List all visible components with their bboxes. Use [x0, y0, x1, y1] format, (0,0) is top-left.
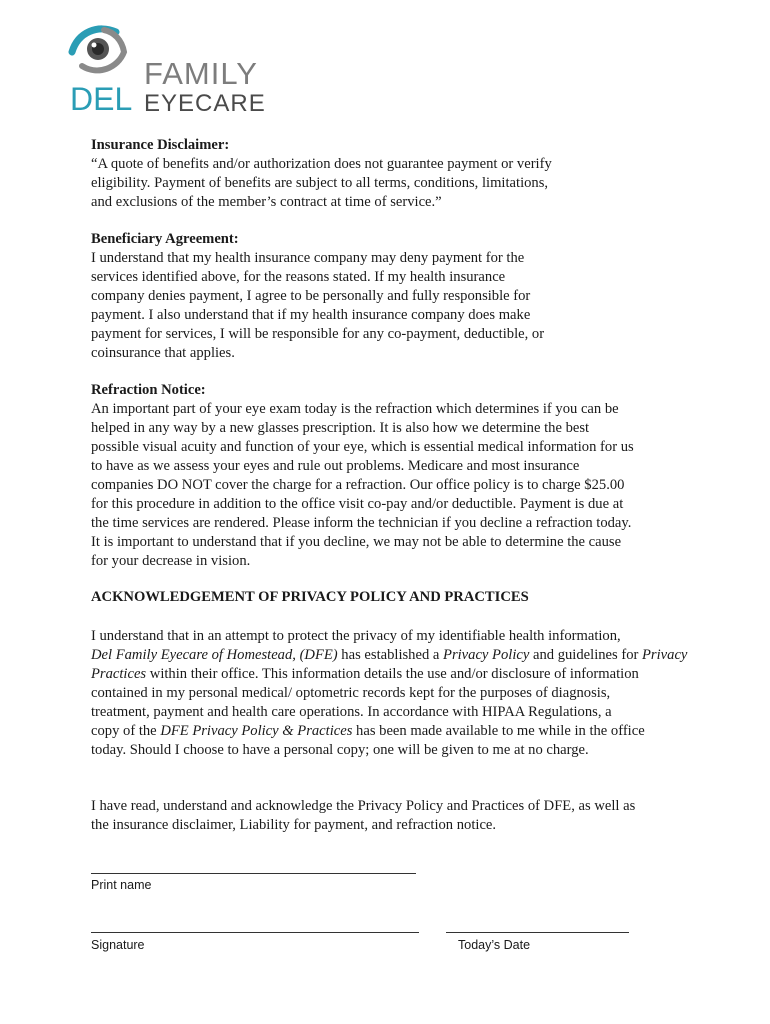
privacy-line: I understand that in an attempt to protect the privacy of my identifiable health information, [91, 628, 621, 644]
beneficiary-line: I understand that my health insurance company may deny payment for the [91, 250, 525, 266]
privacy-text: copy of the [91, 723, 161, 739]
refraction-line: It is important to understand that if you decline, we may not be able to determine the cause [91, 534, 622, 550]
insurance-line: “A quote of benefits and/or authorization does not guarantee payment or verify [91, 156, 552, 172]
privacy-italic-text: DFE Privacy Policy & Practices [160, 723, 353, 739]
privacy-line [91, 665, 691, 684]
acknowledge-section [91, 797, 691, 835]
refraction-line: to have as we assess your eyes and rule out problems. Medicare and most insurance [91, 458, 580, 474]
refraction-notice-heading: Refraction Notice: [91, 382, 206, 398]
beneficiary-line: coinsurance that applies. [91, 345, 235, 361]
privacy-line: today. Should I choose to have a personal copy; one will be given to me at no charge. [91, 742, 589, 758]
logo-eyecare-text: EYECARE [144, 90, 266, 117]
privacy-italic-text: Del Family Eyecare of Homestead, (DFE) [91, 647, 338, 663]
refraction-line: helped in any way by a new glasses prescription. It is also how we determine the best [91, 420, 590, 436]
insurance-disclaimer-heading: Insurance Disclaimer: [91, 137, 230, 153]
privacy-line: contained in my personal medical/ optometric records kept for the purposes of diagnosis, [91, 685, 611, 701]
privacy-policy-heading: ACKNOWLEDGEMENT OF PRIVACY POLICY AND PRACTICES [91, 589, 529, 605]
privacy-line [91, 646, 691, 665]
refraction-line: for your decrease in vision. [91, 553, 251, 569]
refraction-notice-section [91, 381, 691, 571]
privacy-italic-text: Practices [91, 666, 147, 682]
date-line[interactable] [446, 932, 629, 933]
signature-line[interactable] [91, 932, 419, 933]
date-label: Today’s Date [458, 938, 531, 952]
beneficiary-agreement-heading: Beneficiary Agreement: [91, 231, 239, 247]
privacy-text: within their office. This information details the use and/or disclosure of information [146, 666, 639, 682]
logo-family-text: FAMILY [144, 56, 258, 91]
print-name-label: Print name [91, 878, 152, 892]
beneficiary-line: payment. I also understand that if my health insurance company does make [91, 307, 531, 323]
beneficiary-line: payment for services, I will be responsible for any co-payment, deductible, or [91, 326, 545, 342]
beneficiary-line: services identified above, for the reasons stated. If my health insurance [91, 269, 506, 285]
refraction-line: for this procedure in addition to the office visit co-pay and/or deductible. Payment is due at [91, 496, 624, 512]
refraction-line: An important part of your eye exam today is the refraction which determines if you can be [91, 401, 619, 417]
acknowledge-line: I have read, understand and acknowledge the Privacy Policy and Practices of DFE, as well as [91, 798, 636, 814]
privacy-text: has established a [337, 647, 444, 663]
logo-del-text: DEL [70, 81, 133, 117]
refraction-line: possible visual acuity and function of your eye, which is essential medical information for us [91, 439, 634, 455]
insurance-line: eligibility. Payment of benefits are subject to all terms, conditions, limitations, [91, 175, 549, 191]
eye-logo-icon [68, 22, 128, 78]
beneficiary-agreement-section [91, 230, 691, 363]
insurance-line: and exclusions of the member’s contract at time of service.” [91, 194, 442, 210]
privacy-text: has been made available to me while in the office [352, 723, 645, 739]
privacy-text: and guidelines for [529, 647, 643, 663]
beneficiary-line: company denies payment, I agree to be personally and fully responsible for [91, 288, 531, 304]
refraction-line: the time services are rendered. Please inform the technician if you decline a refraction today. [91, 515, 632, 531]
signature-label: Signature [91, 938, 145, 952]
privacy-italic-text: Privacy [642, 647, 688, 663]
privacy-line [91, 722, 691, 741]
del-family-eyecare-logo [68, 22, 278, 117]
privacy-italic-text: Privacy Policy [443, 647, 530, 663]
refraction-line: companies DO NOT cover the charge for a refraction. Our office policy is to charge $25.00 [91, 477, 625, 493]
acknowledge-line: the insurance disclaimer, Liability for payment, and refraction notice. [91, 817, 497, 833]
privacy-line: treatment, payment and health care operations. In accordance with HIPAA Regulations, a [91, 704, 612, 720]
insurance-disclaimer-section [91, 136, 691, 212]
print-name-line[interactable] [91, 873, 416, 874]
privacy-policy-section [91, 627, 691, 760]
